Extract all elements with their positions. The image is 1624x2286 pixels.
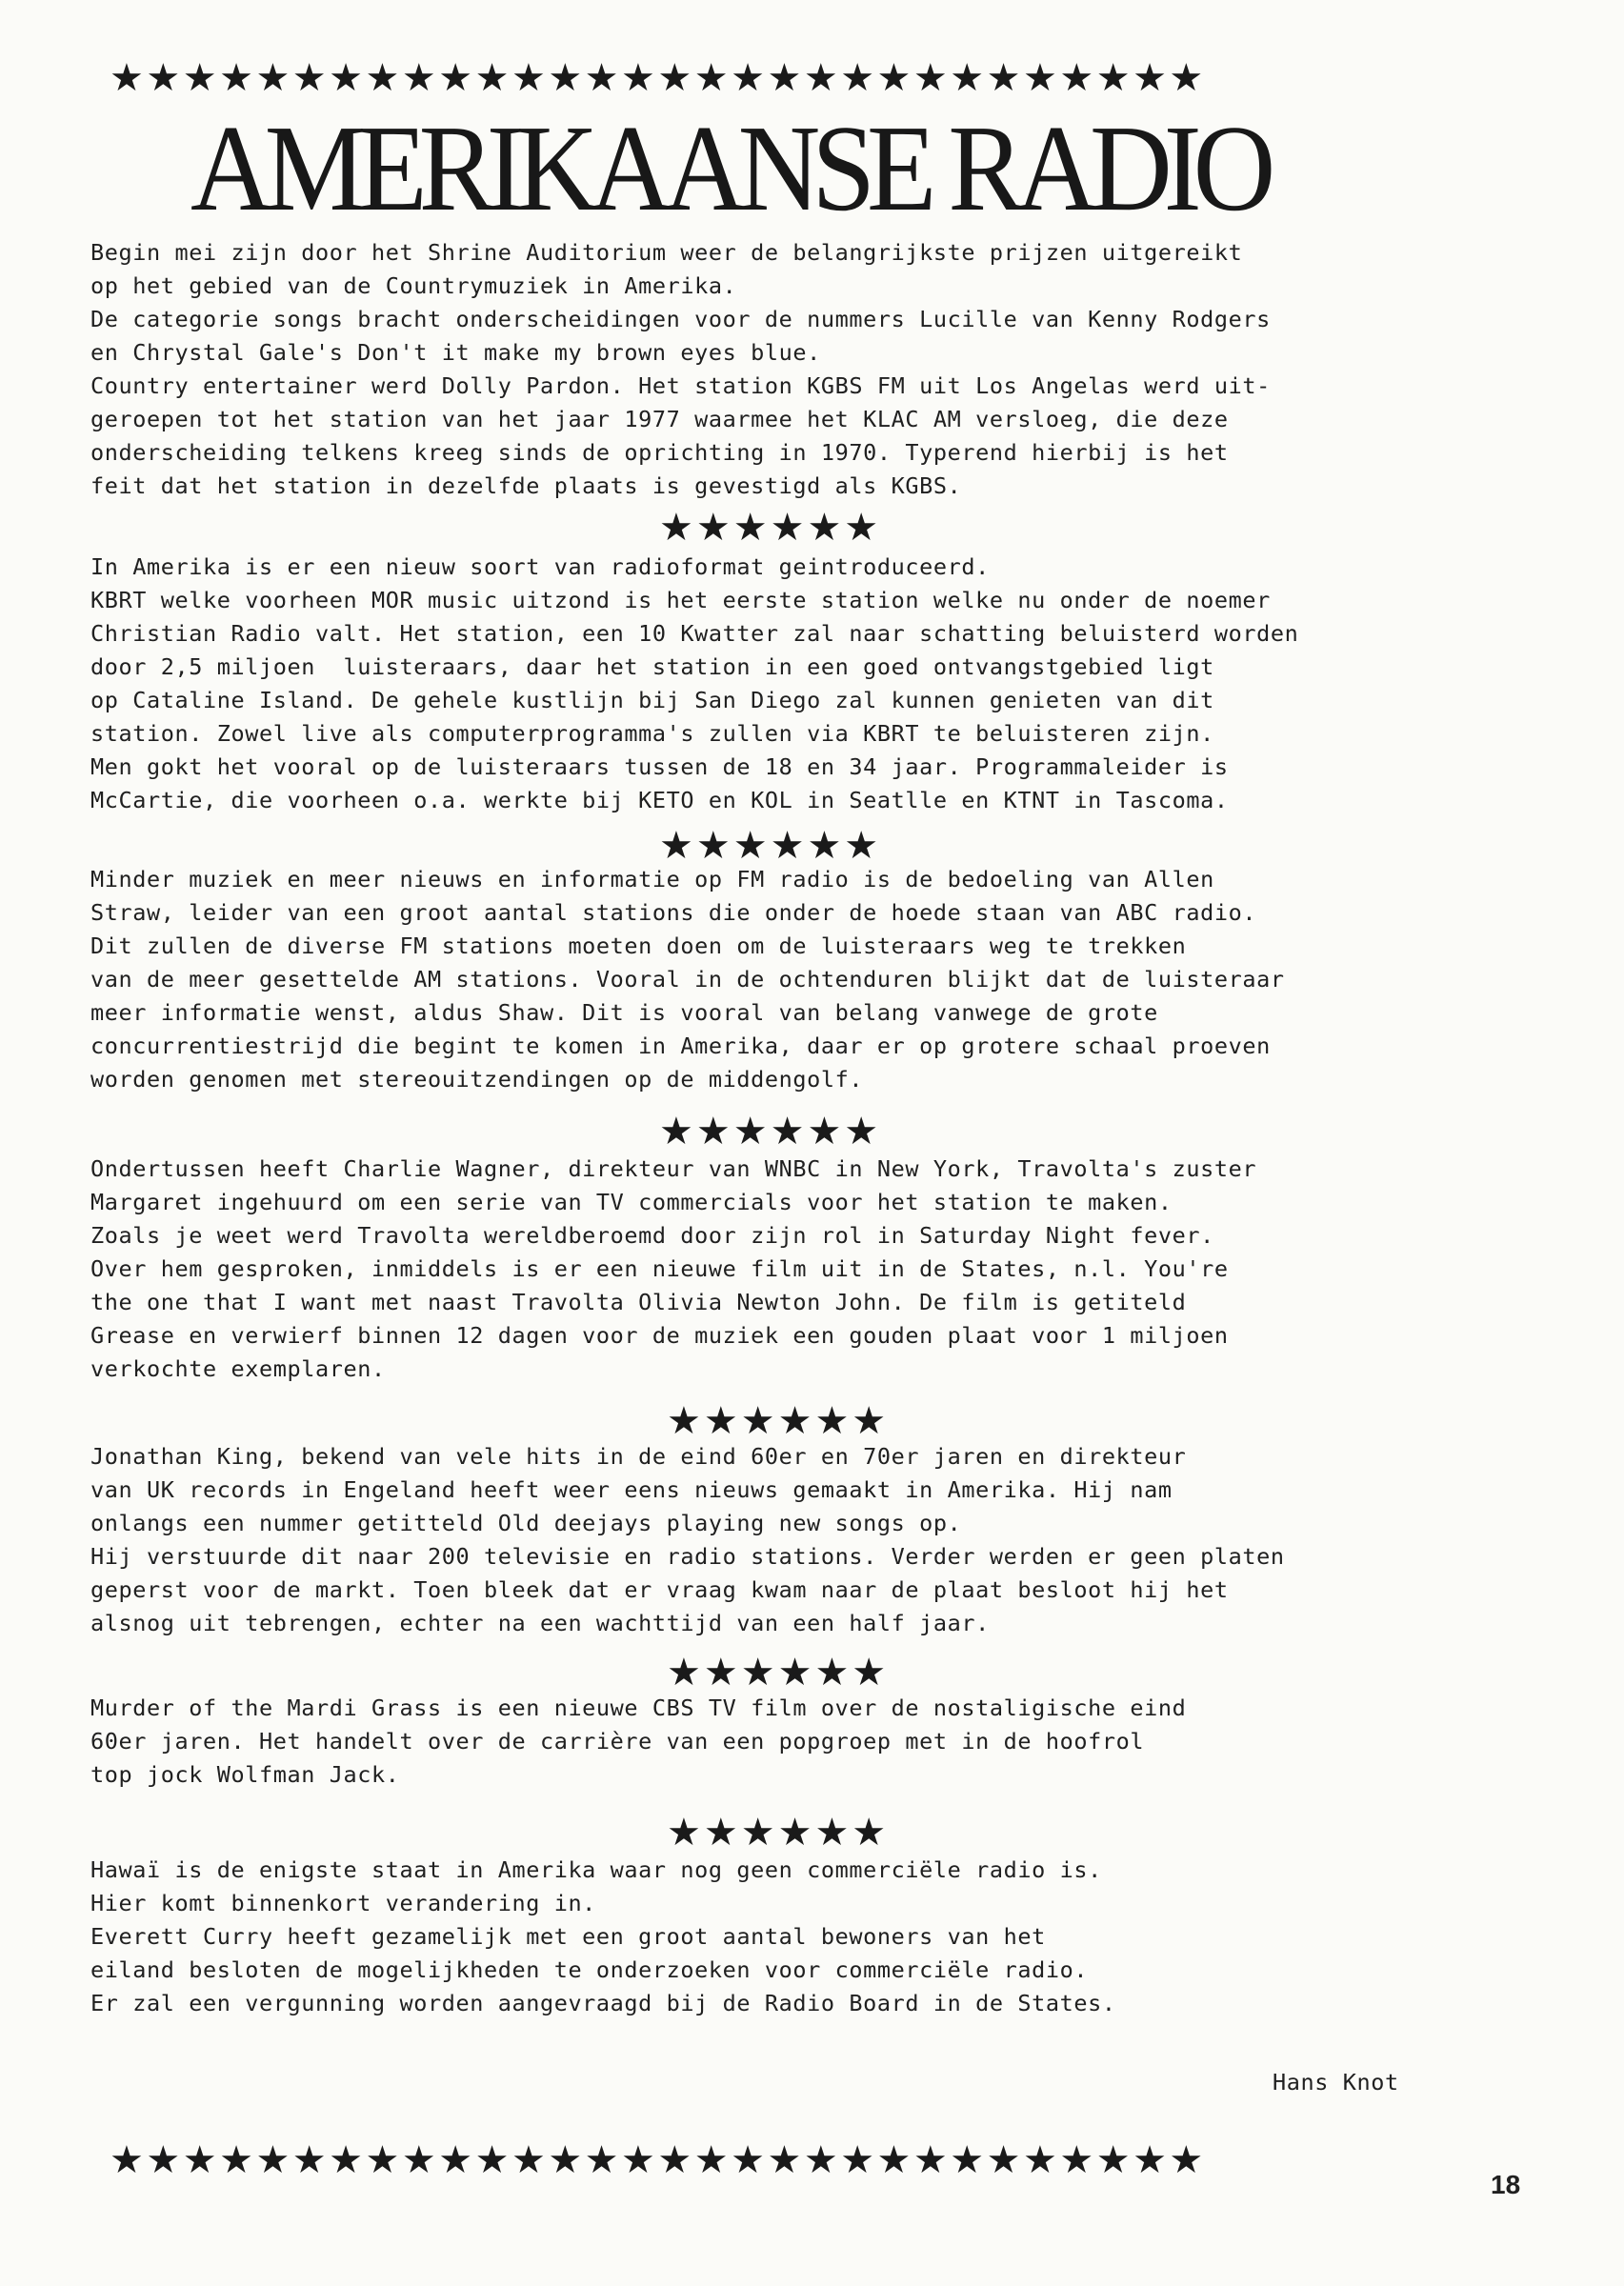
author-signature: Hans Knot bbox=[1273, 2069, 1399, 2096]
section-6-text: Murder of the Mardi Grass is een nieuwe CBS TV film over de nostaligische eind 60er jaren. Het handelt over de carrière van een popgroep met in de hoofrol top jock Wolfman Jack. bbox=[90, 1694, 1187, 1788]
section-2-text: In Amerika is er een nieuw soort van radioformat geintroduceerd. KBRT welke voorheen MOR music uitzond is het eerste station welke nu onder de noemer Christian Radio valt. Het station, een 10 Kwatter zal naar schatting beluisterd worden door 2,5 miljoen luisteraars, daar het station in een goed ontvangstgebied ligt op Cataline Island. De gehele kustlijn bij San Diego zal kunnen genieten van dit station. Zowel live als computerprogramma's zullen via KBRT te beluisteren zijn. Men gokt het vooral op de luisteraars tussen de 18 en 34 jaar. Programmaleider is McCartie, die voorheen o.a. werkte bij KETO en KOL in Seatlle en KTNT in Tascoma. bbox=[90, 553, 1299, 813]
section-4-text: Ondertussen heeft Charlie Wagner, direkteur van WNBC in New York, Travolta's zuster Margaret ingehuurd om een serie van TV commercials voor het station te maken. Zoals je weet werd Travolta wereldberoemd door zijn rol in Saturday Night fever. Over hem gesproken, inmiddels is er een nieuwe film uit in de States, n.l. You're the one that I want met naast Travolta Olivia Newton John. De film is getiteld Grease en verwierf binnen 12 dagen voor de muziek een gouden plaat voor 1 miljoen verkochte exemplaren. bbox=[90, 1155, 1257, 1382]
article-section-5 bbox=[90, 1440, 1538, 1640]
article-section-3 bbox=[90, 863, 1538, 1096]
article-section-4 bbox=[90, 1153, 1538, 1386]
article-section-7 bbox=[90, 1854, 1538, 2020]
page-title: AMERIKAANSE RADIO bbox=[190, 99, 1268, 237]
article-section-2 bbox=[90, 551, 1538, 817]
bottom-star-border: ★★★★★★★★★★★★★★★★★★★★★★★★★★★★★★ bbox=[110, 2138, 1206, 2182]
page-number: 18 bbox=[1491, 2170, 1521, 2199]
star-separator-4: ★★★★★★ bbox=[667, 1399, 890, 1443]
section-3-text: Minder muziek en meer nieuws en informatie op FM radio is de bedoeling van Allen Straw, leider van een groot aantal stations die onder de hoede staan van ABC radio. Dit zullen de diverse FM stations moeten doen om de luisteraars weg te trekken van de meer gesettelde AM stations. Vooral in de ochtenduren blijkt dat de luisteraar meer informatie wenst, aldus Shaw. Dit is vooral van belang vanwege de grote concurrentiestrijd die begint te komen in Amerika, daar er op grotere schaal proeven worden genomen met stereouitzendingen op de middengolf. bbox=[90, 866, 1285, 1093]
section-7-text: Hawaï is de enigste staat in Amerika waar nog geen commerciële radio is. Hier komt binnenkort verandering in. Everett Curry heeft gezamelijk met een groot aantal bewoners van het eiland besloten de mogelijkheden te onderzoeken voor commerciële radio. Er zal een vergunning worden aangevraagd bij de Radio Board in de States. bbox=[90, 1856, 1116, 2016]
star-separator-2: ★★★★★★ bbox=[659, 824, 882, 868]
top-star-border: ★★★★★★★★★★★★★★★★★★★★★★★★★★★★★★ bbox=[110, 56, 1206, 100]
star-separator-3: ★★★★★★ bbox=[659, 1110, 882, 1153]
article-section-1 bbox=[90, 236, 1538, 503]
star-separator-6: ★★★★★★ bbox=[667, 1811, 890, 1855]
section-1-text: Begin mei zijn door het Shrine Auditorium weer de belangrijkste prijzen uitgereikt op het gebied van de Countrymuziek in Amerika. De categorie songs bracht onderscheidingen voor de nummers Lucille van Kenny Rodgers en Chrystal Gale's Don't it make my brown eyes blue. Country entertainer werd Dolly Pardon. Het station KGBS FM uit Los Angelas werd uit- geroepen tot het station van het jaar 1977 waarmee het KLAC AM versloeg, die deze onderscheiding telkens kreeg sinds de oprichting in 1970. Typerend hierbij is het feit dat het station in dezelfde plaats is gevestigd als KGBS. bbox=[90, 239, 1271, 499]
article-section-6 bbox=[90, 1692, 1538, 1792]
star-separator-5: ★★★★★★ bbox=[667, 1651, 890, 1694]
section-5-text: Jonathan King, bekend van vele hits in de eind 60er en 70er jaren en direkteur van UK records in Engeland heeft weer eens nieuws gemaakt in Amerika. Hij nam onlangs een nummer getitteld Old deejays playing new songs op. Hij verstuurde dit naar 200 televisie en radio stations. Verder werden er geen platen geperst voor de markt. Toen bleek dat er vraag kwam naar de plaat besloot hij het alsnog uit tebrengen, echter na een wachttijd van een half jaar. bbox=[90, 1443, 1285, 1636]
star-separator-1: ★★★★★★ bbox=[659, 506, 882, 550]
